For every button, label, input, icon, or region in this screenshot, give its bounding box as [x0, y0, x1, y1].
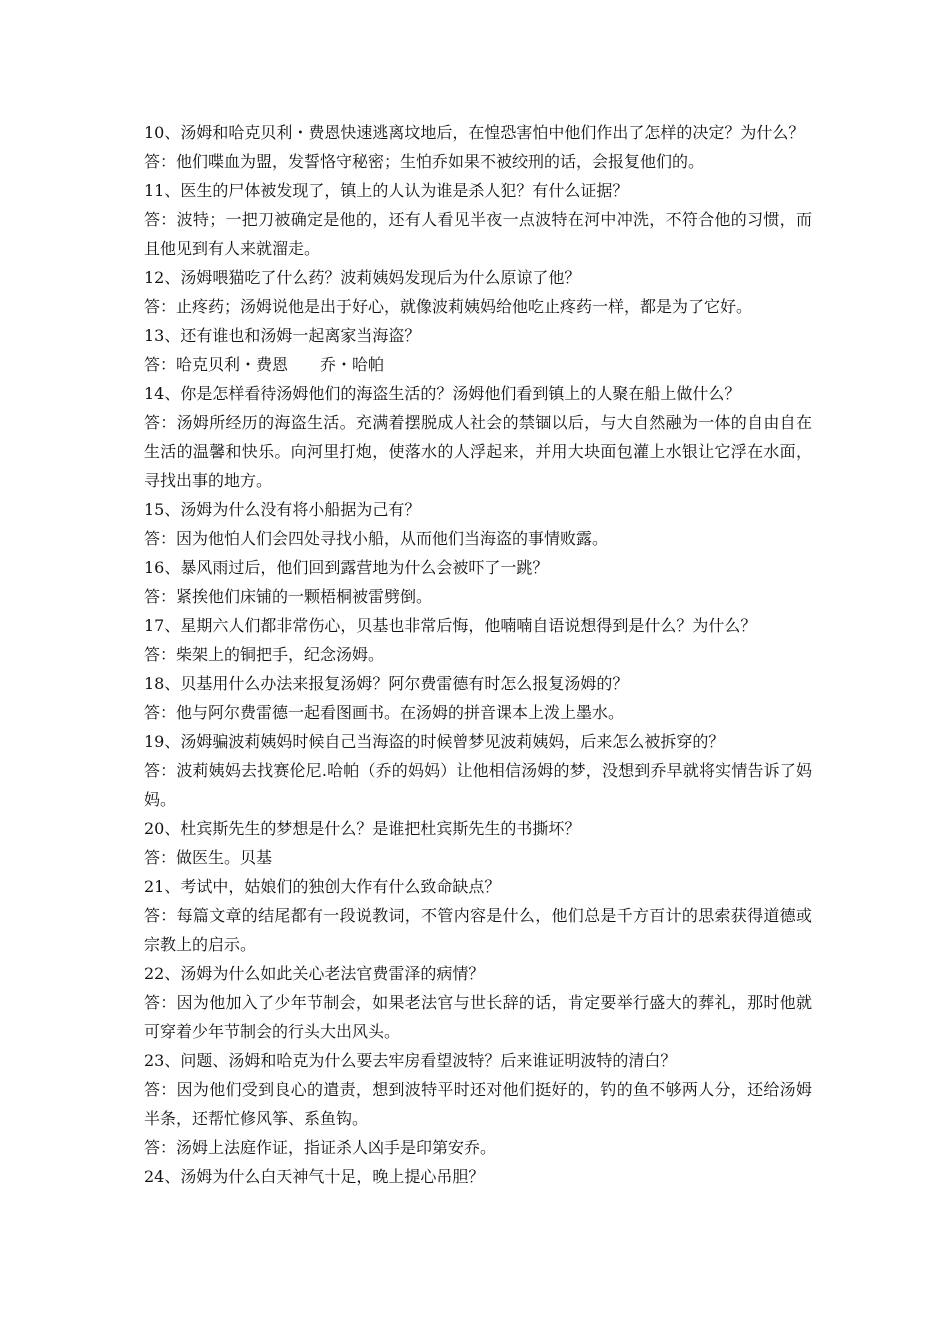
answer-16: 答：紧挨他们床铺的一颗梧桐被雷劈倒。	[144, 587, 433, 606]
answer-15: 答：因为他怕人们会四处寻找小船，从而他们当海盗的事情败露。	[144, 529, 609, 548]
question-15: 15、汤姆为什么没有将小船据为己有？	[144, 500, 421, 519]
question-23: 23、问题、汤姆和哈克为什么要去牢房看望波特？后来谁证明波特的清白？	[144, 1051, 677, 1070]
question-19: 19、汤姆骗波莉姨妈时候自己当海盗的时候曾梦见波莉姨妈，后来怎么被拆穿的？	[144, 732, 725, 751]
question-24: 24、汤姆为什么白天神气十足，晚上提心吊胆？	[144, 1167, 485, 1186]
question-13: 13、还有谁也和汤姆一起离家当海盗？	[144, 326, 421, 345]
question-16: 16、暴风雨过后，他们回到露营地为什么会被吓了一跳？	[144, 558, 549, 577]
question-20: 20、杜宾斯先生的梦想是什么？是谁把杜宾斯先生的书撕坏？	[144, 819, 581, 838]
answer-17: 答：柴架上的铜把手，纪念汤姆。	[144, 645, 385, 664]
answer-22: 答：因为他加入了少年节制会，如果老法官与世长辞的话，肯定要举行盛大的葬礼，那时他就可穿着少年节制会的行头大出风头。	[144, 993, 812, 1041]
answer-12: 答：止疼药；汤姆说他是出于好心，就像波莉姨妈给他吃止疼药一样，都是为了它好。	[144, 297, 753, 316]
answer-21: 答：每篇文章的结尾都有一段说教词，不管内容是什么，他们总是千方百计的思索获得道德或宗教上的启示。	[144, 906, 812, 954]
question-18: 18、贝基用什么办法来报复汤姆？阿尔费雷德有时怎么报复汤姆的？	[144, 674, 629, 693]
answer-23-part-1: 答：因为他们受到良心的遣责，想到波特平时还对他们挺好的，钓的鱼不够两人分，还给汤姆半条，还帮忙修风筝、系鱼钩。	[144, 1080, 812, 1128]
answer-14: 答：汤姆所经历的海盗生活。充满着摆脱成人社会的禁锢以后，与大自然融为一体的自由自在生活的温馨和快乐。向河里打炮，使落水的人浮起来，并用大块面包灌上水银让它浮在水面，寻找出事的地方。	[144, 413, 812, 490]
question-11: 11、医生的尸体被发现了，镇上的人认为谁是杀人犯？有什么证据？	[144, 181, 629, 200]
question-10: 10、汤姆和哈克贝利・费恩快速逃离坟地后，在惶恐害怕中他们作出了怎样的决定？为什么？	[144, 123, 805, 142]
answer-18: 答：他与阿尔费雷德一起看图画书。在汤姆的拼音课本上泼上墨水。	[144, 703, 625, 722]
question-22: 22、汤姆为什么如此关心老法官费雷泽的病情？	[144, 964, 485, 983]
answer-23-part-2: 答：汤姆上法庭作证，指证杀人凶手是印第安乔。	[144, 1138, 497, 1157]
question-21: 21、考试中，姑娘们的独创大作有什么致命缺点？	[144, 877, 501, 896]
answer-20: 答：做医生。贝基	[144, 848, 273, 867]
document-body	[144, 118, 812, 1191]
answer-13: 答：哈克贝利・费恩 乔・哈帕	[144, 355, 385, 374]
question-14: 14、你是怎样看待汤姆他们的海盗生活的？汤姆他们看到镇上的人聚在船上做什么？	[144, 384, 741, 403]
answer-19: 答：波莉姨妈去找赛伦尼.哈帕（乔的妈妈）让他相信汤姆的梦，没想到乔早就将实情告诉了妈妈。	[144, 761, 812, 809]
question-17: 17、星期六人们都非常伤心，贝基也非常后悔，他喃喃自语说想得到是什么？为什么？	[144, 616, 757, 635]
answer-11: 答：波特；一把刀被确定是他的，还有人看见半夜一点波特在河中冲洗，不符合他的习惯，而且他见到有人来就溜走。	[144, 210, 812, 258]
question-12: 12、汤姆喂猫吃了什么药？波莉姨妈发现后为什么原谅了他？	[144, 268, 581, 287]
answer-10: 答：他们喋血为盟，发誓恪守秘密；生怕乔如果不被绞刑的话，会报复他们的。	[144, 152, 705, 171]
